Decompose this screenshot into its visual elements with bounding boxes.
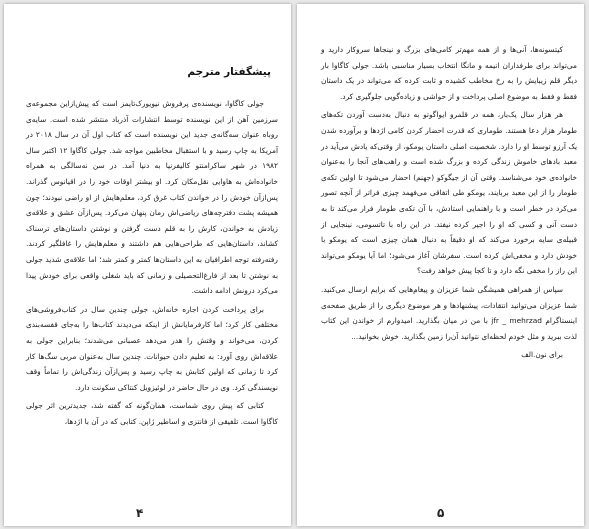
paragraph: کتابی که پیش روی شماست، همان‌گونه که گفته شد، جدیدترین اثر جولی کاگاوا است. تلفیقی از فانتزی و اساطیر ژاپن. کتابی که در آن با اژدها، — [26, 401, 278, 426]
paragraph: کیتسونه‌ها، آنی‌ها و از همه مهم‌تر کامی‌های بزرگ و نینجاها سروکار دارید و می‌تواند برای طرفداران انیمه و مانگا انتخاب بسیار مناسبی باشد. جولی کاگاوا بار دیگر قلم زیبایش را به رخ مخاطب کشیده و ثابت کرده که می‌تواند در یک داستان فقط و فقط به موضوع اصلی پرداخت و از حواشی و زیاده‌گویی جلوگیری کرد. — [321, 45, 577, 101]
page-number: ۴ — [136, 506, 144, 520]
paragraph: هر هزار سال یک‌بار، همه در قلمرو ایواگوتو به دنبال به‌دست آوردن تکه‌های طومار هزار دعا هستند. طوماری که قدرت احضار کردن کامی اژدها و برآورده شدن یک آرزو توسط او را دارد. شخصیت اصلی داستان یومکو، از وقتی‌که یادش می‌آید در معبد بادهای خاموش زندگی کرده و بزرگ شده است و راهب‌های آنجا را به‌عنوان خانواده‌ی خود می‌شناسد. وقتی آن از جیگوکو (جهنم) احضار می‌شود تا اولین تکه‌ی طومار را از این معبد بربایند، یومکو طی اتفاقی می‌فهمد چیزی فراتر از آنچه تصور می‌کرد در خطر است و با راهنمایی استادش، با آن تکه‌ی طومار فرار می‌کند تا به دست آنی و کسی که او را اجیر کرده نیفتد. در این راه با تاتسومی، نینجایی از قبیله‌ی سایه برخورد می‌کند که او دقیقاً به دنبال همان چیزی است که یومکو با خودش دارد و مخفی‌اش کرده است. سفرشان آغاز می‌شود؛ اما آیا یومکو می‌تواند این راز را مخفی نگه دارد و تا کجا پیش خواهد رفت؟ — [321, 110, 577, 276]
paragraph: برای پرداخت کردن اجاره خانه‌اش، جولی چندین سال در کتاب‌فروشی‌های مختلفی کار کرد؛ اما کارفرمایانش از اینکه می‌دیدند کتاب‌ها را به‌جای قفسه‌بندی کردن، می‌خواند و وقتش را هدر می‌دهد عصبانی می‌شدند؛ بنابراین جولی به علاقه‌اش روی آورد: به تعلیم دادن حیوانات. چندین سال به‌عنوان مربی سگ‌ها کار کرد تا زمانی که اولین کتابش به چاپ رسید و پس‌ازآن زندگی‌اش را تماماً وقف نویسندگی کرد. وی در حال حاضر در لوئیزویل کنتاکی سکونت دارد. — [26, 304, 278, 392]
paragraph: جولی کاگاوا، نویسنده‌ی پرفروش نیویورک‌تایمز است که پیش‌ازاین مجموعه‌ی سرزمین آهن از این نویسنده توسط انتشارات آذرباد منتشر شده است. سایه‌ی روباه عنوان سه‌گانه‌ی جدید این نویسنده است که کتاب اول آن در سال ۲۰۱۸ در آمریکا به چاپ رسید و با استقبال مخاطبین مواجه شد. جولی کاگاوا ۱۲ اکتبر سال ۱۹۸۲ در شهر ساکرامنتو کالیفرنیا به دنیا آمد. در سن نه‌سالگی به همراه خانواده‌اش به هاوایی نقل‌مکان کرد. او بیشتر اوقات خود را در اقیانوس گذراند. پس‌ازآن خودش را در خواندن کتاب غرق کرد، معلم‌هایش از او راضی نبودند؛ چون همیشه پشت دفترچه‌های ریاضی‌اش رمان پنهان می‌کرد. پس‌ازآن عشق و علاقه‌ی زیادش به خواندن، کارش را به قلم دست گرفتن و نوشتن داستان‌های ترسناک کشاند، داستان‌هایی که طراحی‌هایی هم داشتند و معلم‌هایش را غافلگیر کردند. رفته‌رفته توجه اطرافیان به این داستان‌ها کمتر و کمتر شد؛ اما علاقه‌ی شدید جولی به نوشتن تا بعد از فارغ‌التحصیلی و زمانی که باید شغلی واقعی برای خودش پیدا می‌کرد درونش ادامه داشت. — [26, 99, 278, 296]
paragraph: سپاس از همراهی همیشگی شما عزیزان و پیغام‌هایی که برایم ارسال می‌کنید. شما عزیزان می‌توانید انتقادات، پیشنهادها و هر موضوع دیگری را از طریق صفحه‌ی اینستاگرام jfr _ mehrzad با من در میان بگذارید. امیدوارم از خواندن این کتاب لذت ببرید و مثل خودم لحظه‌ای نتوانید آن‌را زمین بگذارید. خوش بخوانید... — [321, 284, 577, 341]
page-number: ۵ — [437, 506, 445, 520]
page-heading: پیشگفتار مترجم — [187, 66, 271, 78]
dedication: برای نون.الف — [521, 350, 563, 360]
left-page-text — [26, 96, 278, 432]
left-page — [4, 4, 291, 526]
right-page — [297, 4, 584, 526]
right-page-text — [321, 42, 577, 366]
